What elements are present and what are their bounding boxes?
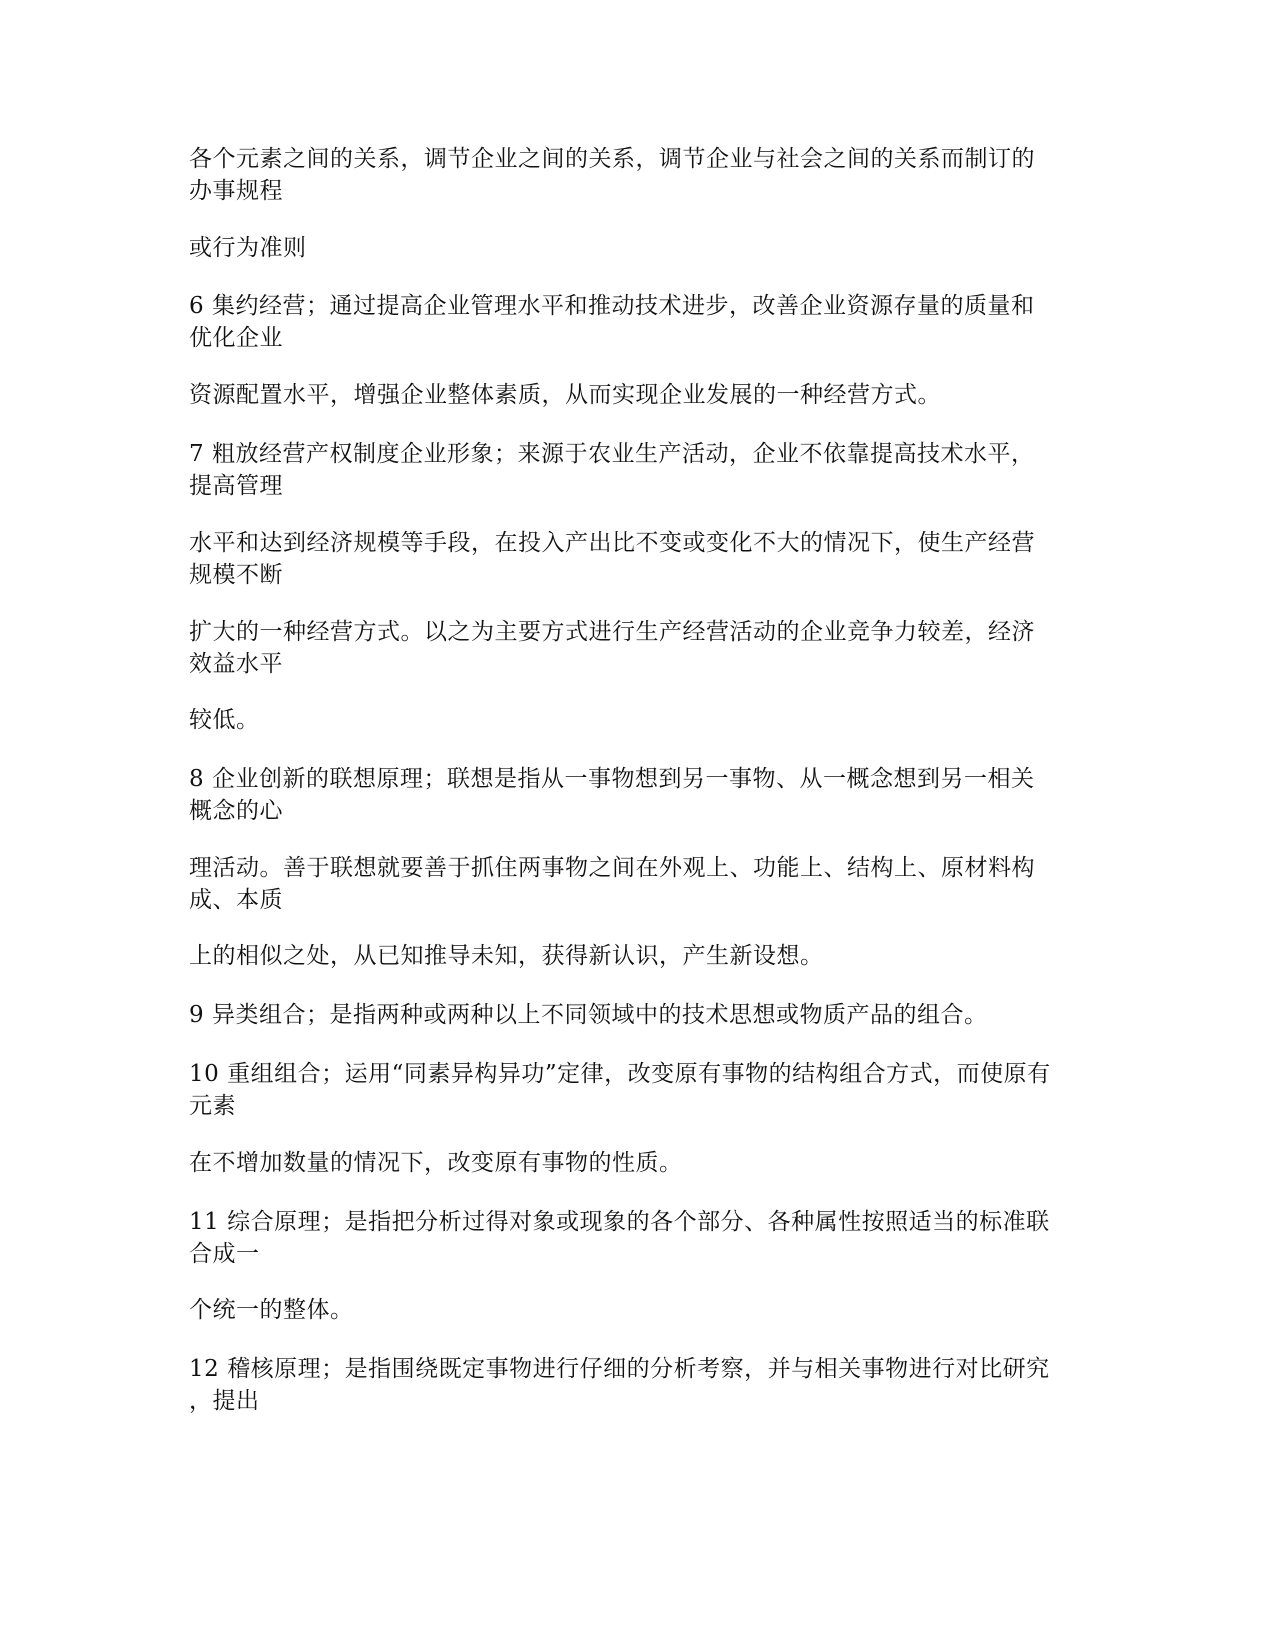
paragraph-item-6 bbox=[189, 290, 1094, 354]
paragraph-line: 11 综合原理；是指把分析过得对象或现象的各个部分、各种属性按照适当的标准联 bbox=[189, 1209, 1050, 1235]
paragraph-11 bbox=[189, 940, 1094, 972]
paragraph-line: 办事规程 bbox=[189, 178, 283, 204]
paragraph-line: 提高管理 bbox=[189, 473, 283, 499]
paragraph-item-11 bbox=[189, 1206, 1094, 1270]
paragraph-line: 元素 bbox=[189, 1093, 236, 1119]
paragraph-line: 资源配置水平，增强企业整体素质，从而实现企业发展的一种经营方式。 bbox=[189, 382, 941, 408]
paragraph-item-10 bbox=[189, 1058, 1094, 1122]
paragraph-line: ，提出 bbox=[189, 1388, 260, 1414]
paragraph-10 bbox=[189, 852, 1094, 916]
paragraph-line: 水平和达到经济规模等手段，在投入产出比不变或变化不大的情况下，使生产经营 bbox=[189, 530, 1035, 556]
paragraph-line: 10 重组组合；运用“同素异构异功”定律，改变原有事物的结构组合方式，而使原有 bbox=[189, 1061, 1051, 1087]
paragraph-item-12 bbox=[189, 1353, 1094, 1417]
paragraph-line: 规模不断 bbox=[189, 562, 283, 588]
paragraph-line: 较低。 bbox=[189, 707, 260, 733]
paragraph-line: 理活动。善于联想就要善于抓住两事物之间在外观上、功能上、结构上、原材料构 bbox=[189, 855, 1035, 881]
paragraph-1 bbox=[189, 143, 1094, 207]
paragraph-line: 6 集约经营；通过提高企业管理水平和推动技术进步，改善企业资源存量的质量和 bbox=[189, 293, 1035, 319]
paragraph-line: 9 异类组合；是指两种或两种以上不同领域中的技术思想或物质产品的组合。 bbox=[189, 1002, 988, 1028]
paragraph-6 bbox=[189, 527, 1094, 591]
paragraph-line: 个统一的整体。 bbox=[189, 1297, 354, 1323]
paragraph-line: 各个元素之间的关系，调节企业之间的关系，调节企业与社会之间的关系而制订的 bbox=[189, 146, 1035, 172]
paragraph-14 bbox=[189, 1147, 1094, 1179]
paragraph-16 bbox=[189, 1294, 1094, 1326]
paragraph-line: 成、本质 bbox=[189, 887, 283, 913]
paragraph-line: 8 企业创新的联想原理；联想是指从一事物想到另一事物、从一概念想到另一相关 bbox=[189, 766, 1035, 792]
paragraph-line: 或行为准则 bbox=[189, 235, 307, 261]
paragraph-8 bbox=[189, 704, 1094, 736]
paragraph-4 bbox=[189, 379, 1094, 411]
paragraph-line: 在不增加数量的情况下，改变原有事物的性质。 bbox=[189, 1150, 683, 1176]
paragraph-line: 优化企业 bbox=[189, 325, 283, 351]
paragraph-line: 概念的心 bbox=[189, 798, 283, 824]
paragraph-line: 上的相似之处，从已知推导未知，获得新认识，产生新设想。 bbox=[189, 943, 824, 969]
paragraph-line: 7 粗放经营产权制度企业形象；来源于农业生产活动，企业不依靠提高技术水平， bbox=[189, 441, 1035, 467]
paragraph-line: 效益水平 bbox=[189, 651, 283, 677]
paragraph-item-7 bbox=[189, 438, 1094, 502]
paragraph-2 bbox=[189, 232, 1094, 264]
paragraph-item-9 bbox=[189, 999, 1094, 1031]
paragraph-line: 12 稽核原理；是指围绕既定事物进行仔细的分析考察，并与相关事物进行对比研究 bbox=[189, 1356, 1050, 1382]
paragraph-item-8 bbox=[189, 763, 1094, 827]
paragraph-line: 扩大的一种经营方式。以之为主要方式进行生产经营活动的企业竞争力较差，经济 bbox=[189, 619, 1035, 645]
paragraph-7 bbox=[189, 616, 1094, 680]
paragraph-line: 合成一 bbox=[189, 1241, 260, 1267]
